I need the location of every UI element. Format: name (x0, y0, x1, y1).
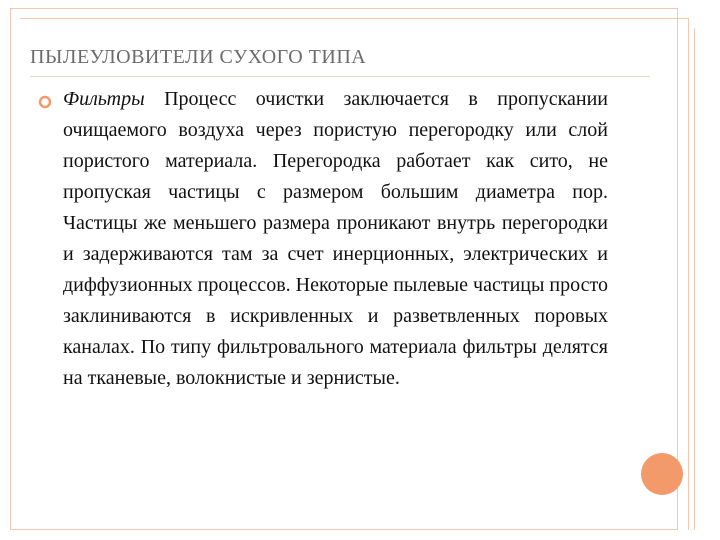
decorative-frame-line-top (20, 18, 688, 19)
title-underline (30, 76, 650, 77)
open-circle-bullet-icon (38, 95, 52, 109)
decorative-frame-line-right (688, 18, 689, 530)
bullet-lead-term: Фильтры (63, 88, 145, 110)
slide-title: ПЫЛЕУЛОВИТЕЛИ СУХОГО ТИПА (30, 46, 367, 68)
accent-circle (641, 453, 683, 495)
bullet-text: Процесс очистки заключается в пропускании очищаемого воздуха через пористую перегородку или слой пористого материала. Перегородка работает как сито, не пропуская частицы с размером большим диаметра пор. Частицы же меньшего размера проникают внутрь перегородки и задерживаются там за счет инерционных, электрических и диффузионных процессов. Некоторые пылевые частицы просто заклиниваются в искривленных и разветвленных поровых каналах. По типу фильтровального материала фильтры делятся на тканевые, волокнистые и зернистые. (63, 88, 608, 389)
bullet-paragraph (63, 84, 608, 394)
decorative-frame-line-right-outer (694, 28, 695, 530)
